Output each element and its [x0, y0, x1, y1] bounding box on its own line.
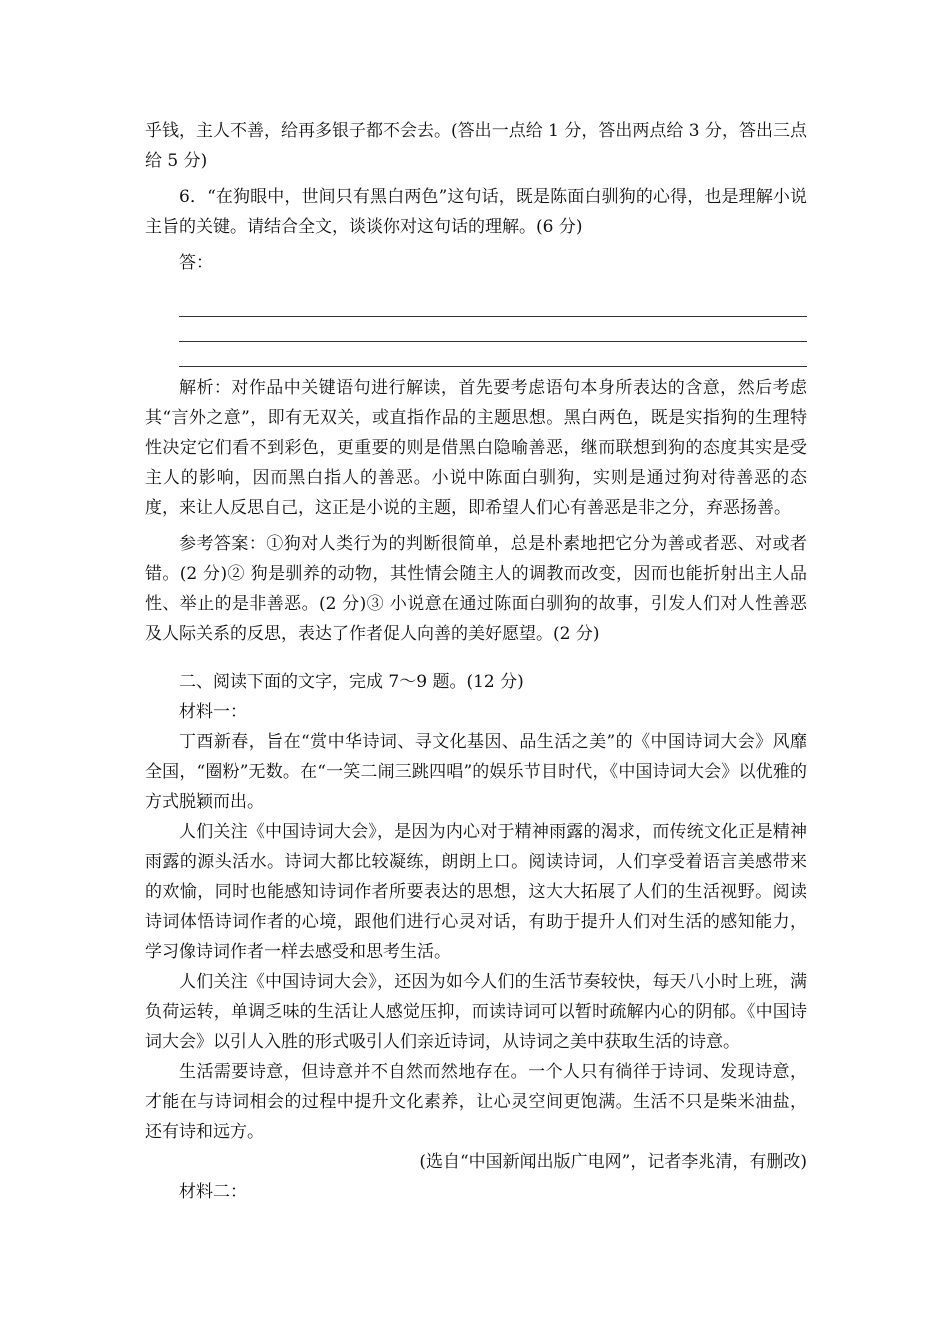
analysis-paragraph: 解析：对作品中关键语句进行解读，首先要考虑语句本身所表达的含意，然后考虑其“言外之意”，即有无双关，或直指作品的主题思想。黑白两色，既是实指狗的生理特性决定它们看不到彩色，更重要的则是借黑白隐喻善恶，继而联想到狗的态度其实是受主人的影响，因而黑白指人的善恶。小说中陈面白驯狗，实则是通过狗对待善恶的态度，来让人反思自己，这正是小说的主题，即希望人们心有善恶是非之分，弃恶扬善。	[145, 378, 807, 518]
answer-line	[179, 292, 807, 317]
section-2-heading: 二、阅读下面的文字，完成 7～9 题。(12 分)	[179, 672, 524, 692]
answer-line	[179, 342, 807, 367]
material-1-paragraph: 生活需要诗意，但诗意并不自然而然地存在。一个人只有徜徉于诗词、发现诗意，才能在与诗词相会的过程中提升文化素养，让心灵空间更饱满。生活不只是柴米油盐，还有诗和远方。	[145, 1062, 807, 1142]
reference-answer-paragraph: 参考答案：①狗对人类行为的判断很简单，总是朴素地把它分为善或者恶、对或者错。(2 分)② 狗是驯养的动物，其性情会随主人的调教而改变，因而也能折射出主人品性、举止的是非善恶。(2 分)③ 小说意在通过陈面白驯狗的故事，引发人们对人性善恶及人际关系的反思，表达了作者促人向善的美好愿望。(2 分)	[145, 534, 807, 644]
material-1-paragraph: 人们关注《中国诗词大会》，是因为内心对于精神雨露的渴求，而传统文化正是精神雨露的源头活水。诗词大都比较凝练，朗朗上口。阅读诗词，人们享受着语言美感带来的欢愉，同时也能感知诗词作者所要表达的思想，这大大拓展了人们的生活视野。阅读诗词体悟诗词作者的心境，跟他们进行心灵对话，有助于提升人们对生活的感知能力，学习像诗词作者一样去感受和思考生活。	[145, 822, 807, 962]
continued-answer-paragraph: 乎钱，主人不善，给再多银子都不会去。(答出一点给 1 分，答出两点给 3 分，答出三点给 5 分)	[145, 121, 807, 171]
answer-label: 答：	[179, 253, 213, 273]
question-6: 6．“在狗眼中，世间只有黑白两色”这句话，既是陈面白驯狗的心得，也是理解小说主旨的关键。请结合全文，谈谈你对这句话的理解。(6 分)	[145, 187, 807, 237]
answer-lines	[179, 292, 807, 367]
source-citation: (选自“中国新闻出版广电网”，记者李兆清，有删改)	[419, 1152, 807, 1172]
answer-line	[179, 317, 807, 342]
material-2-label: 材料二：	[179, 1182, 247, 1202]
material-1-label: 材料一：	[179, 702, 247, 722]
material-1-paragraph: 丁酉新春，旨在“赏中华诗词、寻文化基因、品生活之美”的《中国诗词大会》风靡全国，“圈粉”无数。在“一笑二闹三跳四唱”的娱乐节目时代，《中国诗词大会》以优雅的方式脱颖而出。	[145, 732, 807, 812]
material-1-paragraph: 人们关注《中国诗词大会》，还因为如今人们的生活节奏较快，每天八小时上班，满负荷运转，单调乏味的生活让人感觉压抑，而读诗词可以暂时疏解内心的阴郁。《中国诗词大会》以引人入胜的形式吸引人们亲近诗词，从诗词之美中获取生活的诗意。	[145, 972, 807, 1052]
document-page	[145, 116, 807, 1207]
spacer	[145, 649, 807, 667]
